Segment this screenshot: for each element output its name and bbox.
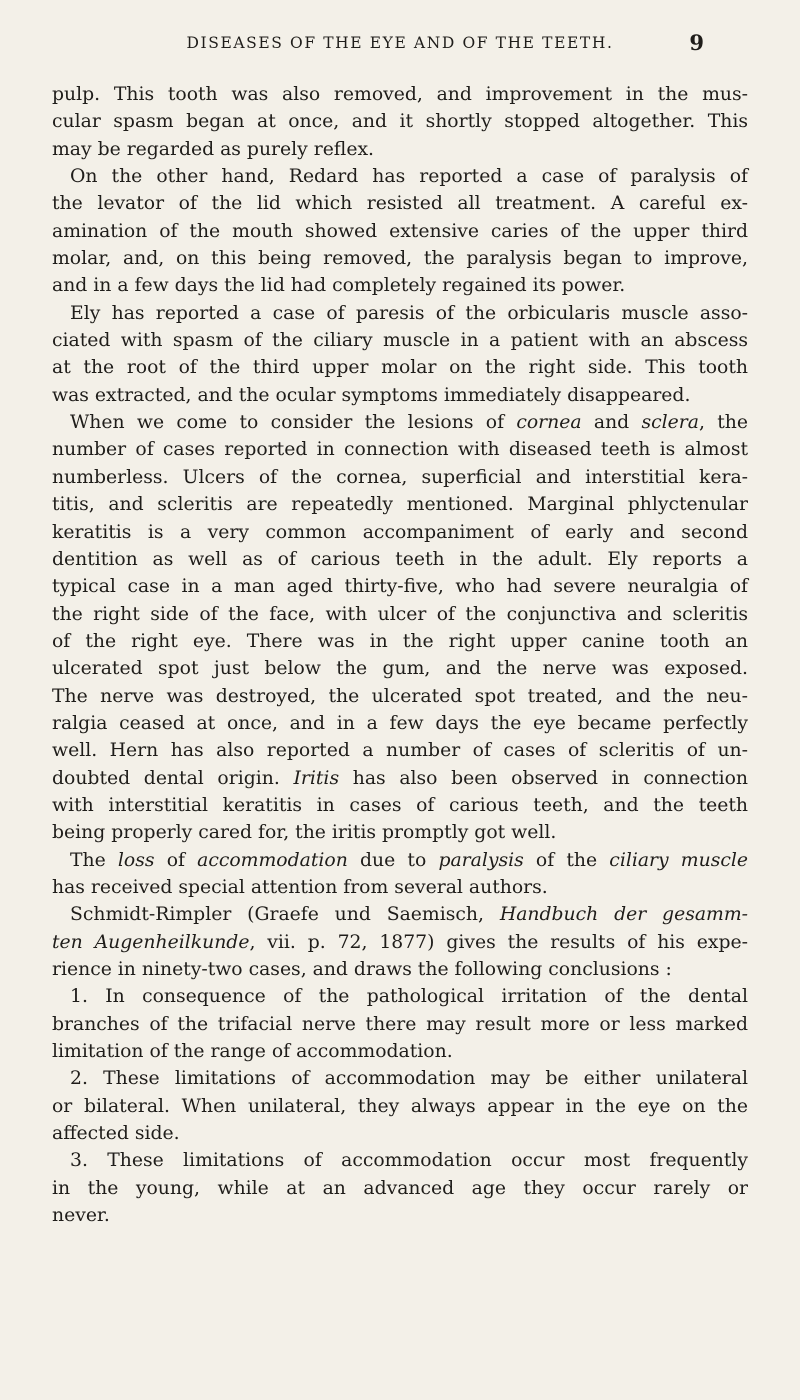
text-line [52, 655, 748, 682]
italic-text: cornea [516, 412, 582, 434]
text-run: limitation of the range of accommodation. [52, 1041, 453, 1063]
text-run: pulp. This tooth was also removed, and improvement in the mus- [52, 84, 748, 105]
italic-text: ten Augenheilkunde [52, 931, 250, 953]
text-run: amination of the mouth showed extensive caries of the upper third [52, 220, 748, 242]
italic-text: loss [117, 849, 155, 871]
italic-text: Handbuch der gesamm- [499, 904, 748, 926]
text-line [52, 409, 748, 436]
text-line [52, 382, 748, 409]
text-line [52, 765, 748, 792]
text-line [52, 628, 748, 655]
text-run: The nerve was destroyed, the ulcerated spot treated, and the neu- [52, 685, 748, 707]
text-run: 3. These limitations of accommodation occur most frequently [70, 1150, 748, 1172]
running-title: DISEASES OF THE EYE AND OF THE TEETH. [186, 34, 614, 52]
text-line [52, 464, 748, 491]
text-line [52, 272, 748, 299]
text-line [52, 874, 748, 901]
text-line [52, 1011, 748, 1038]
text-run: in the young, while at an advanced age they occur rarely or [52, 1177, 748, 1199]
text-line [52, 436, 748, 463]
text-line [52, 190, 748, 217]
text-run: , vii. p. 72, 1877) gives the results of his expe- [249, 931, 748, 953]
text-line [52, 354, 748, 381]
text-run: ulcerated spot just below the gum, and the nerve was exposed. [52, 658, 748, 680]
text-run: and [581, 412, 642, 434]
text-line [52, 1038, 748, 1065]
text-run: with interstitial keratitis in cases of carious teeth, and the teeth [52, 794, 748, 816]
text-line [52, 1175, 748, 1202]
text-line [52, 136, 748, 163]
text-line [52, 683, 748, 710]
text-run: When we come to consider the lesions of [70, 412, 517, 434]
text-line [52, 601, 748, 628]
text-run: branches of the trifacial nerve there may result more or less marked [52, 1013, 748, 1035]
text-run: or bilateral. When unilateral, they always appear in the eye on the [52, 1095, 748, 1117]
text-line [52, 1093, 748, 1120]
text-run: may be regarded as purely reflex. [52, 138, 375, 160]
text-line [52, 573, 748, 600]
text-line [52, 1147, 748, 1174]
text-line [52, 710, 748, 737]
italic-text: accommodation [197, 849, 348, 871]
text-run: cular spasm began at once, and it shortly stopped altogether. This [52, 111, 748, 133]
text-run: the levator of the lid which resisted all treatment. A careful ex- [52, 193, 748, 215]
text-line [52, 847, 748, 874]
text-run: and in a few days the lid had completely regained its power. [52, 275, 626, 297]
text-run: Ely has reported a case of paresis of the orbicularis muscle asso- [70, 302, 748, 324]
text-line [52, 327, 748, 354]
text-run: titis, and scleritis are repeatedly mentioned. Marginal phlyctenular [52, 494, 748, 516]
text-run: at the root of the third upper molar on the right side. This tooth [52, 357, 748, 379]
text-run: molar, and, on this being removed, the paralysis began to improve, [52, 248, 748, 270]
text-line [52, 1202, 748, 1229]
text-line [52, 218, 748, 245]
text-run: has also been observed in connection [339, 767, 748, 789]
italic-text: ciliary muscle [609, 849, 748, 871]
text-line [52, 300, 748, 327]
text-run: typical case in a man aged thirty-five, who had severe neuralgia of [52, 576, 748, 598]
text-line [52, 81, 748, 108]
text-run: 1. In consequence of the pathological irritation of the dental [70, 986, 748, 1008]
text-line [52, 929, 748, 956]
text-run: of the right eye. There was in the right upper canine tooth an [52, 630, 748, 652]
text-run: of the [523, 849, 610, 871]
text-line [52, 983, 748, 1010]
text-line [52, 491, 748, 518]
text-run: affected side. [52, 1123, 180, 1145]
text-run: being properly cared for, the iritis promptly got well. [52, 822, 557, 844]
italic-text: sclera [641, 412, 699, 434]
italic-text: Iritis [293, 767, 340, 789]
text-run: has received special attention from several authors. [52, 876, 548, 898]
text-run: never. [52, 1205, 110, 1227]
text-run: Schmidt-Rimpler (Graefe und Saemisch, [70, 904, 500, 926]
text-run: , the [698, 412, 749, 434]
page-number: 9 [689, 30, 704, 55]
text-run: keratitis is a very common accompaniment of early and second [52, 521, 748, 543]
text-run: ciated with spasm of the ciliary muscle in a patient with an abscess [52, 330, 748, 352]
text-line [52, 245, 748, 272]
text-line [52, 546, 748, 573]
text-run: number of cases reported in connection with diseased teeth is almost [52, 439, 748, 461]
text-line [52, 1065, 748, 1092]
text-line [52, 819, 748, 846]
text-line [52, 792, 748, 819]
text-run: rience in ninety-two cases, and draws the following conclusions : [52, 959, 672, 980]
text-run: due to [347, 849, 439, 871]
body-text [52, 81, 748, 1229]
text-line [52, 108, 748, 135]
text-run: ralgia ceased at once, and in a few days the eye became perfectly [52, 712, 748, 734]
text-run: well. Hern has also reported a number of cases of scleritis of un- [52, 740, 748, 762]
text-run: of [154, 849, 198, 871]
text-line [52, 519, 748, 546]
text-line [52, 737, 748, 764]
text-line [52, 1120, 748, 1147]
text-run: The [70, 849, 118, 871]
text-line [52, 956, 748, 983]
text-line [52, 901, 748, 928]
running-head [0, 30, 800, 58]
text-run: dentition as well as of carious teeth in the adult. Ely reports a [52, 548, 748, 570]
italic-text: paralysis [438, 849, 524, 871]
text-run: 2. These limitations of accommodation may be either unilateral [70, 1068, 748, 1090]
text-line [52, 163, 748, 190]
text-run: was extracted, and the ocular symptoms immediately disappeared. [52, 384, 691, 406]
text-run: numberless. Ulcers of the cornea, superficial and interstitial kera- [52, 466, 748, 488]
text-run: doubted dental origin. [52, 767, 294, 789]
text-run: On the other hand, Redard has reported a case of paralysis of [70, 166, 748, 188]
text-run: the right side of the face, with ulcer of the conjunctiva and scleritis [52, 603, 748, 625]
